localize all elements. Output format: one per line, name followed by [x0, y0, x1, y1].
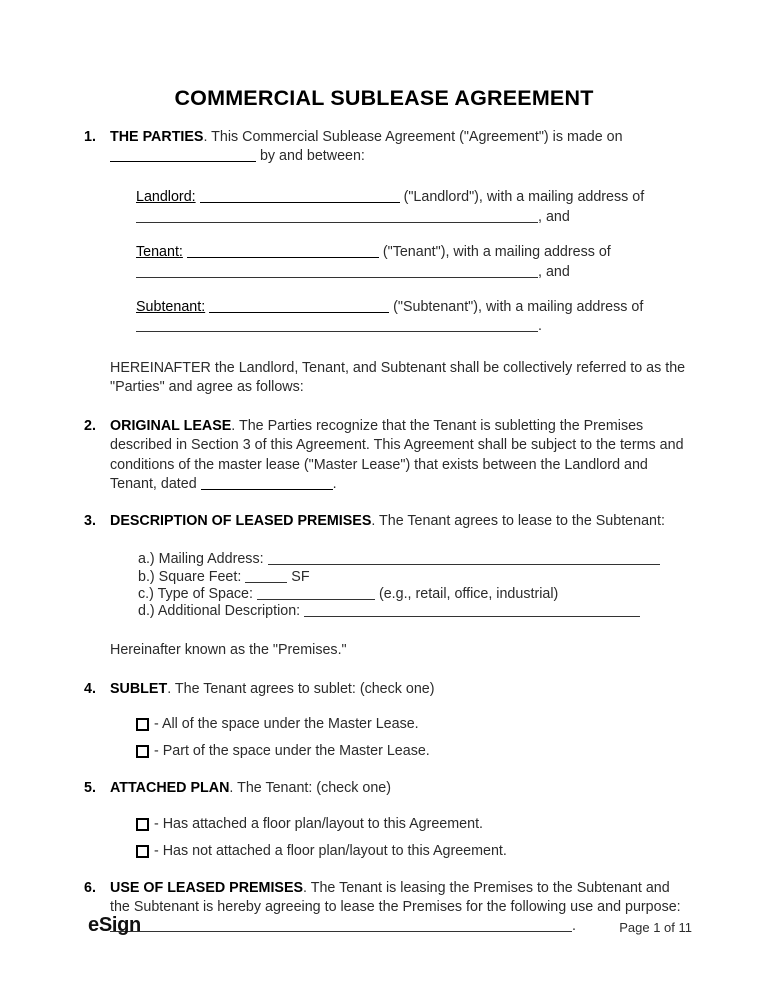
attached-plan-option-has-not[interactable] [0, 842, 768, 861]
clause-description-of-leased-premises [0, 512, 768, 531]
tenant-suffix: ("Tenant"), with a mailing address of [382, 244, 611, 261]
item-d-label: Additional Description: [157, 603, 301, 620]
tenant-address-field[interactable] [136, 265, 538, 278]
subtenant-continuation: . [538, 318, 542, 335]
subtenant-label: Subtenant: [136, 299, 206, 316]
square-feet-field[interactable] [245, 570, 287, 583]
sublet-option-part-label: - Part of the space under the Master Lease. [154, 743, 430, 760]
clause-original-lease [0, 417, 768, 494]
item-b-label: Square Feet: [158, 568, 242, 585]
tenant-name-field[interactable] [187, 244, 379, 258]
sublet-option-all[interactable] [0, 715, 768, 734]
party-subtenant [0, 298, 768, 317]
type-of-space-field[interactable] [257, 587, 375, 600]
checkbox-icon[interactable] [136, 745, 149, 758]
premises-definition-line: Hereinafter known as the "Premises." [110, 641, 347, 658]
subtenant-suffix: ("Subtenant"), with a mailing address of [393, 299, 644, 316]
item-c-suffix: (e.g., retail, office, industrial) [378, 586, 559, 603]
page-number: Page 1 of 11 [619, 920, 692, 935]
party-tenant [0, 243, 768, 262]
page-footer [0, 912, 768, 952]
esign-logo: eSign [88, 914, 141, 936]
clause-2-text: . The Parties recognize that the Tenant is subletting the Premises described in Section 3 of this Agreement. This Agreement shall be subject to the terms and conditions of the master lease ("Master Lease") that exists between the Landlord and Tenant, dated [110, 418, 684, 492]
sublet-option-part[interactable] [0, 742, 768, 761]
clause-number-3: 3. [84, 513, 96, 530]
item-c-label: Type of Space: [157, 586, 253, 603]
hereinafter-parties-paragraph: HEREINAFTER the Landlord, Tenant, and Subtenant shall be collectively referred to as the "Parties" and agree as follows: [110, 359, 686, 396]
party-landlord-address [0, 208, 768, 227]
master-lease-date-field[interactable] [201, 476, 333, 490]
date-blank-field[interactable] [110, 148, 256, 162]
clause-sublet [0, 680, 768, 699]
clause-heading-sublet: SUBLET [110, 681, 168, 698]
clause-2-text-end: . [332, 475, 337, 492]
document-body [0, 128, 768, 936]
checkbox-icon[interactable] [136, 718, 149, 731]
party-subtenant-address [0, 317, 768, 336]
clause-attached-plan [0, 779, 768, 798]
clause-the-parties [0, 128, 768, 166]
tenant-continuation: , and [538, 263, 570, 280]
party-tenant-address [0, 263, 768, 282]
page-title: COMMERCIAL SUBLEASE AGREEMENT [174, 86, 594, 110]
clause-6-text: . The Tenant is leasing the Premises to the Subtenant and the Subtenant is hereby agreeing to lease the Premises for the following use and purpose: [110, 879, 681, 915]
clause-1-text-b: by and between: [259, 148, 365, 165]
landlord-label: Landlord: [136, 189, 196, 206]
clause-6-text-end: . [572, 917, 576, 934]
item-a-label: Mailing Address: [158, 551, 264, 568]
item-d-marker: d.) [138, 603, 155, 620]
subtenant-address-field[interactable] [136, 319, 538, 332]
additional-description-field-1[interactable] [304, 604, 418, 617]
clause-number-4: 4. [84, 681, 96, 698]
clause-heading-attached-plan: ATTACHED PLAN [110, 780, 230, 797]
clause-4-text: . The Tenant agrees to sublet: (check one) [167, 681, 435, 698]
clause-heading-original-lease: ORIGINAL LEASE [110, 418, 232, 435]
clause-heading-the-parties: THE PARTIES [110, 129, 204, 145]
party-landlord [0, 188, 768, 207]
landlord-name-field[interactable] [200, 189, 400, 203]
item-c-marker: c.) [138, 586, 154, 603]
premises-item-mailing-address [0, 551, 768, 568]
attached-plan-option-has[interactable] [0, 815, 768, 834]
item-b-suffix: SF [291, 568, 310, 585]
premises-item-additional-description [0, 603, 768, 620]
landlord-continuation: , and [538, 208, 570, 225]
attached-plan-option-has-label: - Has attached a floor plan/layout to this Agreement. [154, 815, 484, 832]
tenant-label: Tenant: [136, 244, 183, 261]
subtenant-name-field[interactable] [209, 299, 389, 313]
clause-5-text: . The Tenant: (check one) [229, 780, 392, 797]
clause-number-6: 6. [84, 879, 96, 896]
item-b-marker: b.) [138, 568, 155, 585]
checkbox-icon[interactable] [136, 818, 149, 831]
checkbox-icon[interactable] [136, 845, 149, 858]
premises-item-square-feet [0, 569, 768, 586]
clause-3-text: . The Tenant agrees to lease to the Subtenant: [371, 513, 665, 530]
sublet-option-all-label: - All of the space under the Master Lease. [154, 716, 419, 733]
landlord-address-field[interactable] [136, 210, 538, 223]
landlord-suffix: ("Landlord"), with a mailing address of [403, 189, 645, 206]
attached-plan-option-has-not-label: - Has not attached a floor plan/layout to this Agreement. [154, 842, 507, 859]
item-a-marker: a.) [138, 551, 155, 568]
clause-heading-use-of-premises: USE OF LEASED PREMISES [110, 879, 304, 896]
premises-item-type-of-space [0, 586, 768, 603]
clause-number-2: 2. [84, 418, 96, 435]
mailing-address-field[interactable] [268, 552, 660, 565]
clause-heading-description: DESCRIPTION OF LEASED PREMISES [110, 513, 372, 530]
clause-number-5: 5. [84, 780, 96, 797]
clause-number-1: 1. [84, 129, 96, 145]
additional-description-field-2[interactable] [418, 604, 640, 617]
clause-1-text-a: . This Commercial Sublease Agreement ("Agreement") is made on [203, 129, 623, 145]
